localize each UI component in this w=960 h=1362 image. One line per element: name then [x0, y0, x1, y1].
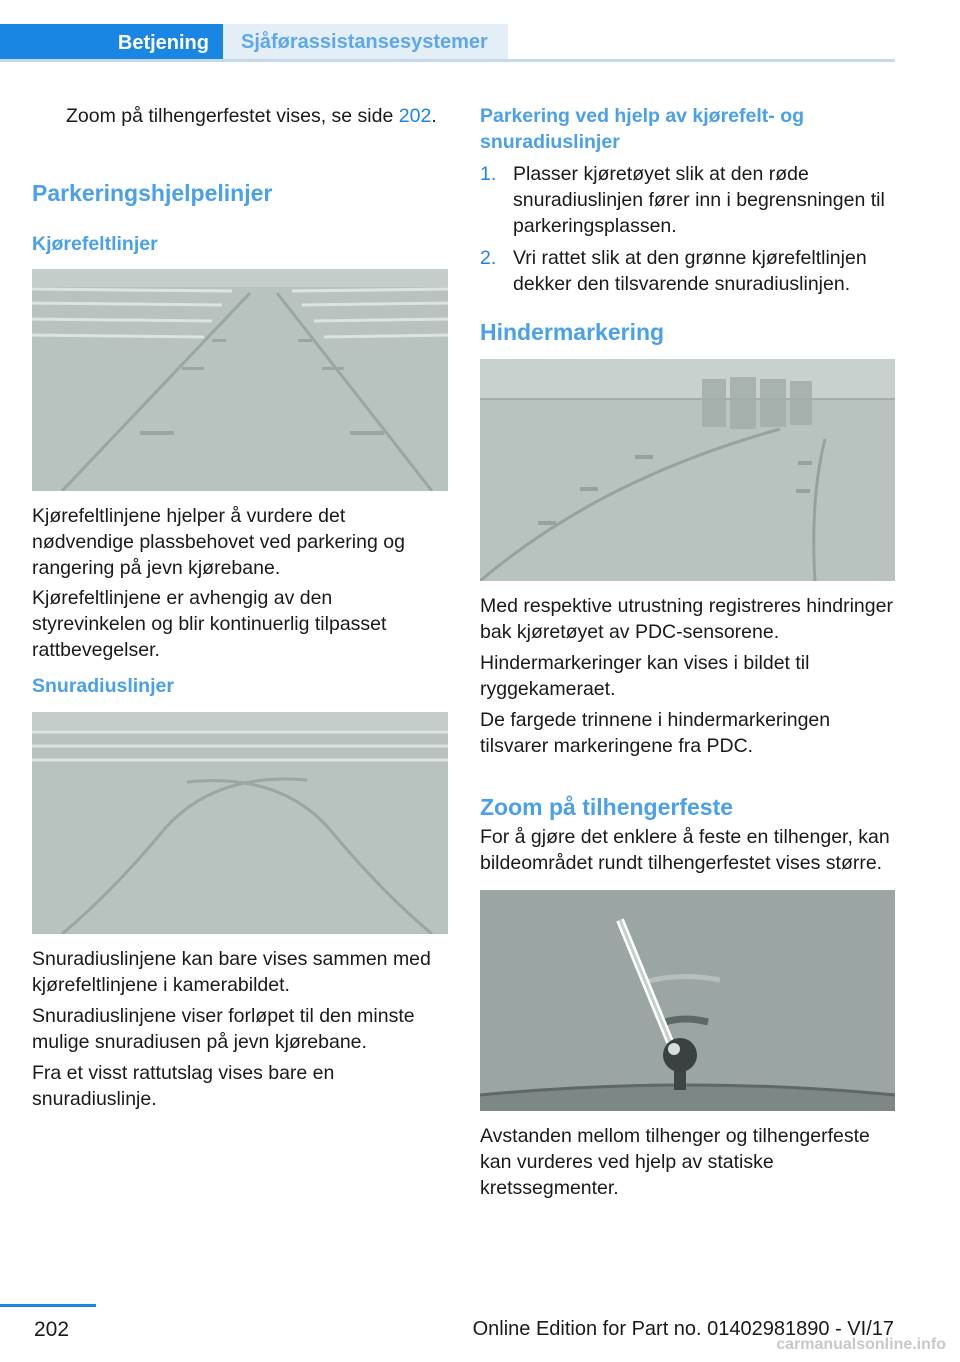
heading-turn-radius: Snuradiuslinjer — [32, 675, 174, 697]
heading-obstacle: Hindermarkering — [480, 319, 665, 345]
lane-paragraph-1: Kjørefeltlinjene hjelper å vurdere det nødvendige plassbehovet ved parkering og rangering på jevn kjørebane. — [32, 505, 405, 579]
intro-text: Zoom på tilhengerfestet vises, se side — [66, 105, 394, 127]
heading-lane-lines: Kjørefeltlinjer — [32, 233, 158, 255]
step-number: 2. — [480, 247, 497, 269]
intro-paragraph — [66, 103, 446, 129]
obstacle-paragraph-3: De fargede trinnene i hindermarkeringen tilsvarer markeringene fra PDC. — [480, 709, 831, 757]
watermark-text: carmanualsonline.info — [776, 1336, 946, 1353]
lane-paragraph-2: Kjørefeltlinjene er avhengig av den styrevinkelen og blir kontinuerlig tilpasset rattbevegelser. — [32, 587, 387, 661]
step-text: Plasser kjøretøyet slik at den røde snuradiuslinjen fører inn i begrensningen til parkeringsplassen. — [513, 163, 885, 237]
obstacle-paragraph-1: Med respektive utrustning registreres hindringer bak kjøretøyet av PDC-sensorene. — [480, 595, 893, 643]
step-number: 1. — [480, 163, 497, 185]
lane-lines-image — [32, 269, 448, 491]
zoom-paragraph-2: Avstanden mellom tilhenger og tilhengerfeste kan vurderes ved hjelp av statiske kretssegmenter. — [480, 1125, 870, 1199]
heading-parking-lines: Parkeringshjelpelinjer — [32, 180, 273, 206]
turn-paragraph-3: Fra et visst rattutslag vises bare en snuradiuslinje. — [32, 1062, 335, 1110]
page-header — [0, 0, 960, 62]
step-item — [480, 161, 896, 239]
step-item — [480, 245, 896, 297]
edition-text: Online Edition for Part no. 01402981890 - VI/17 — [472, 1318, 894, 1340]
heading-parking-help: Parkering ved hjelp av kjørefelt- og snuradiuslinjer — [480, 105, 805, 153]
tab-driver-assistance[interactable]: Sjåførassistansesystemer — [223, 24, 508, 60]
step-text: Vri rattet slik at den grønne kjørefeltlinjen dekker den tilsvarende snuradiuslinjen. — [513, 247, 867, 295]
heading-zoom: Zoom på tilhengerfeste — [480, 794, 734, 820]
turn-radius-image — [32, 712, 448, 934]
zoom-paragraph-1: For å gjøre det enklere å feste en tilhenger, kan bildeområdet rundt tilhengerfestet vises større. — [480, 826, 890, 874]
tab-betjening[interactable]: Betjening — [0, 24, 223, 62]
turn-paragraph-2: Snuradiuslinjene viser forløpet til den minste mulige snuradiusen på jevn kjørebane. — [32, 1005, 415, 1053]
page-number: 202 — [34, 1318, 70, 1341]
turn-paragraph-1: Snuradiuslinjene kan bare vises sammen med kjørefeltlinjene i kamerabildet. — [32, 948, 431, 996]
page-link-202[interactable]: 202 — [398, 105, 432, 127]
footer-rule — [0, 1304, 96, 1307]
header-rule — [0, 59, 895, 62]
intro-end: . — [431, 105, 437, 127]
tow-hitch-image — [480, 890, 895, 1111]
parking-steps-list — [480, 161, 896, 303]
obstacle-marking-image — [480, 359, 895, 581]
obstacle-paragraph-2: Hindermarkeringer kan vises i bildet til ryggekameraet. — [480, 652, 810, 700]
